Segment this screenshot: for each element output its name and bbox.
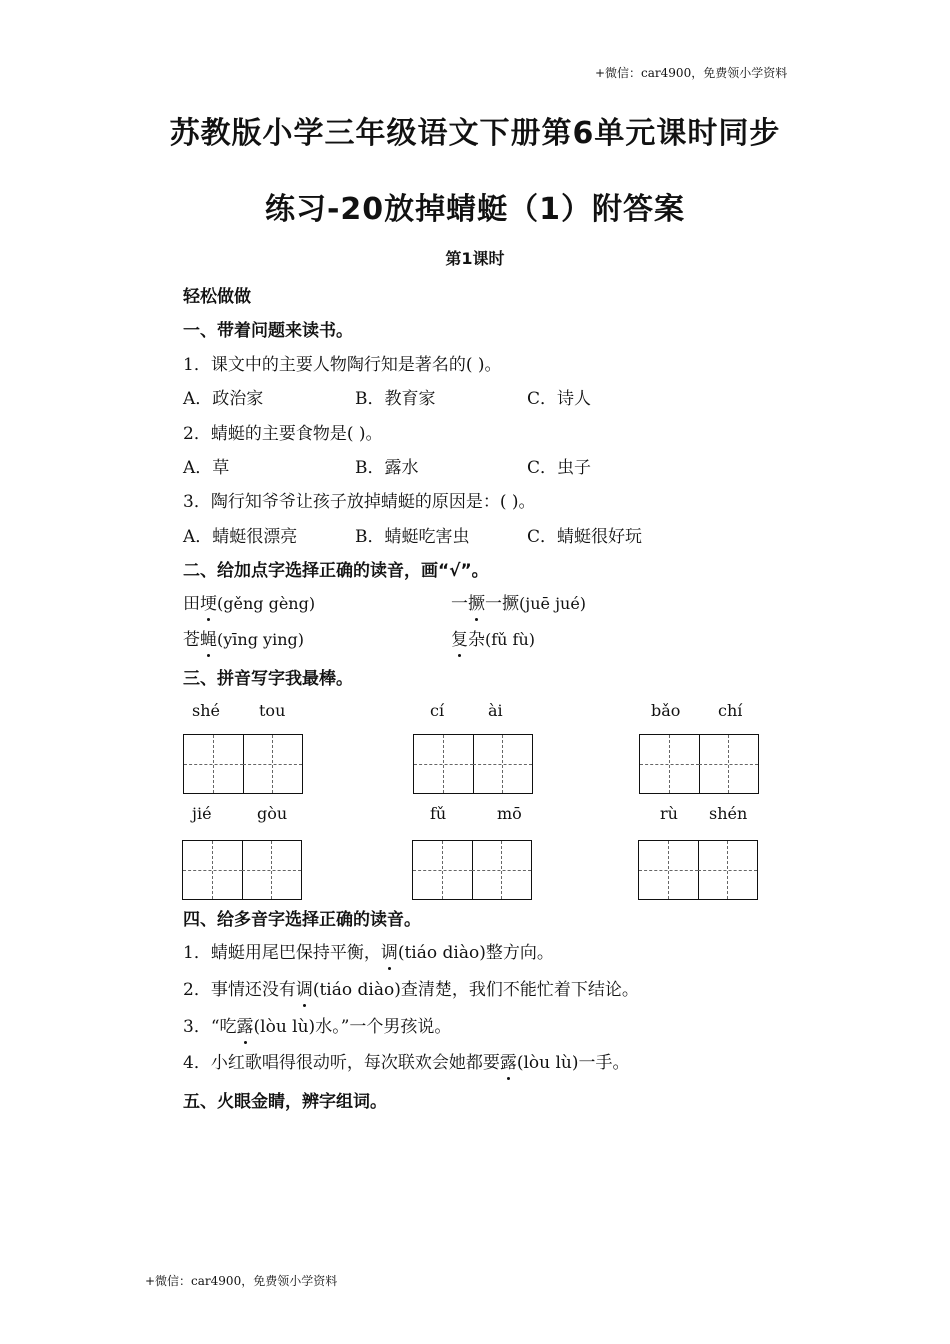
- polyphone-item-1: [183, 938, 554, 963]
- question-1-stem: 1．课文中的主要人物陶行知是著名的( )。: [183, 355, 502, 375]
- item-prefix: 田: [183, 594, 200, 614]
- question-1-option-c: C．诗人: [527, 389, 592, 409]
- item-prefix: 1．蜻蜓用尾巴保持平衡，: [183, 943, 381, 963]
- writing-grid-5[interactable]: [412, 840, 532, 900]
- pinyin-3b: chí: [718, 701, 743, 720]
- item-suffix: (tiáo diào)查清楚，我们不能忙着下结论。: [312, 980, 639, 1000]
- item-prefix: 苍: [183, 630, 200, 650]
- dotted-character: 蝇: [200, 625, 217, 650]
- question-2-option-b: B．露水: [355, 458, 419, 478]
- question-3-option-b: B．蜻蜓吃害虫: [355, 527, 470, 547]
- question-2-stem: 2．蜻蜓的主要食物是( )。: [183, 424, 383, 444]
- polyphone-item-3: [183, 1012, 451, 1037]
- section-2-heading: 二、给加点字选择正确的读音，画“√”。: [183, 561, 489, 581]
- writing-grid-4[interactable]: [182, 840, 302, 900]
- section-5-heading: 五、火眼金睛，辨字组词。: [183, 1092, 387, 1112]
- pronunciation-item-4: [451, 625, 535, 650]
- item-prefix: 一: [451, 594, 468, 614]
- pinyin-1b: tou: [259, 701, 286, 720]
- pinyin-options: (yīng ying): [217, 630, 304, 649]
- question-3-stem: 3．陶行知爷爷让孩子放掉蜻蜓的原因是：( )。: [183, 492, 536, 512]
- item-suffix: 一撅: [485, 594, 519, 614]
- pinyin-5b: mō: [497, 804, 522, 823]
- item-prefix: 3．“吃: [183, 1017, 237, 1037]
- question-2-option-a: A．草: [183, 458, 230, 478]
- question-1-option-b: B．教育家: [355, 389, 436, 409]
- item-suffix: (lòu lù)一手。: [516, 1053, 630, 1073]
- question-3-option-a: A．蜻蜓很漂亮: [183, 527, 298, 547]
- section-4-heading: 四、给多音字选择正确的读音。: [183, 910, 421, 930]
- pinyin-options: (fǔ fù): [485, 630, 536, 649]
- pinyin-3a: bǎo: [651, 701, 681, 720]
- question-3-option-c: C．蜻蜓很好玩: [527, 527, 643, 547]
- polyphone-item-4: [183, 1048, 630, 1073]
- page-title-line2: 练习-20放掉蜻蜓（1）附答案: [264, 192, 686, 227]
- pinyin-4b: gòu: [257, 804, 288, 823]
- section-3-heading: 三、拼音写字我最棒。: [183, 669, 353, 689]
- pinyin-2a: cí: [430, 701, 445, 720]
- question-2-option-c: C．虫子: [527, 458, 592, 478]
- question-1-option-a: A．政治家: [183, 389, 264, 409]
- polyphone-item-2: [183, 975, 639, 1000]
- header-note: +微信：car4900，免费领小学资料: [595, 66, 788, 80]
- pinyin-6b: shén: [709, 804, 748, 823]
- writing-grid-2[interactable]: [413, 734, 533, 794]
- item-suffix: (tiáo diào)整方向。: [397, 943, 554, 963]
- easy-label: 轻松做做: [183, 287, 251, 307]
- dotted-character: 撅: [468, 589, 485, 614]
- dotted-character: 复: [451, 625, 468, 650]
- section-1-heading: 一、带着问题来读书。: [183, 321, 353, 341]
- writing-grid-3[interactable]: [639, 734, 759, 794]
- item-prefix: 4．小红歌唱得很动听，每次联欢会她都要: [183, 1053, 500, 1073]
- item-prefix: 2．事情还没有: [183, 980, 296, 1000]
- page-title-line1: 苏教版小学三年级语文下册第6单元课时同步: [169, 116, 781, 151]
- pinyin-5a: fǔ: [430, 804, 447, 823]
- pinyin-6a: rù: [660, 804, 678, 823]
- pinyin-options: (gěng gèng): [217, 594, 316, 613]
- writing-grid-1[interactable]: [183, 734, 303, 794]
- item-suffix: (lòu lù)水。”一个男孩说。: [253, 1017, 452, 1037]
- pinyin-4a: jié: [192, 804, 212, 823]
- dotted-character: 调: [296, 975, 313, 1000]
- pronunciation-item-1: [183, 589, 315, 614]
- item-suffix: 杂: [468, 630, 485, 650]
- pinyin-1a: shé: [192, 701, 220, 720]
- writing-grid-6[interactable]: [638, 840, 758, 900]
- pinyin-2b: ài: [488, 701, 503, 720]
- pronunciation-item-3: [183, 625, 304, 650]
- footer-note: +微信：car4900，免费领小学资料: [145, 1274, 338, 1288]
- dotted-character: 露: [500, 1048, 517, 1073]
- pinyin-options: (juē jué): [519, 594, 587, 613]
- dotted-character: 埂: [200, 589, 217, 614]
- dotted-character: 调: [381, 938, 398, 963]
- lesson-label: 第1课时: [445, 249, 505, 268]
- dotted-character: 露: [237, 1012, 254, 1037]
- pronunciation-item-2: [451, 589, 586, 614]
